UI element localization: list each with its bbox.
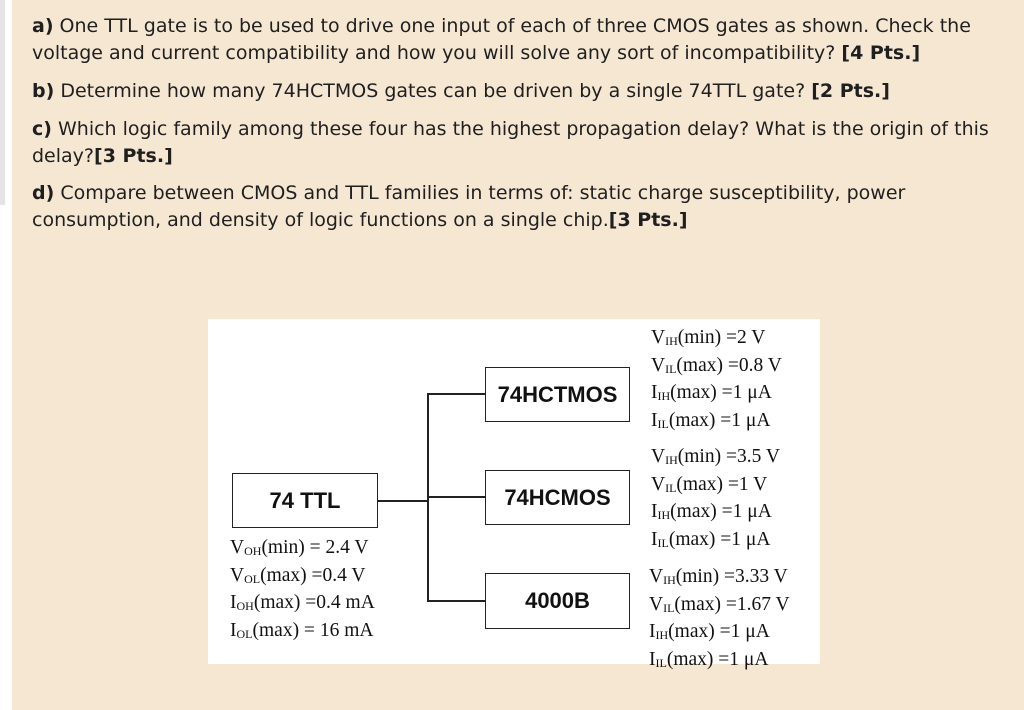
question-d — [32, 180, 1002, 234]
spec-subscript: OH — [236, 599, 254, 613]
spec-symbol: V — [651, 327, 666, 348]
spec-subscript: OL — [236, 626, 253, 641]
spec-value: 1 V — [738, 473, 768, 495]
wire-to-4000b — [427, 600, 485, 602]
spec-subscript: IH — [657, 389, 671, 403]
spec-value: 0.4 mA — [316, 592, 375, 613]
spec-value: 1 μA — [731, 528, 771, 550]
spec-value: 1 μA — [730, 621, 770, 642]
spec-condition: (max) = — [670, 382, 733, 403]
spec-subscript: IL — [657, 535, 669, 550]
question-b — [32, 78, 1002, 105]
question-c — [32, 116, 1002, 170]
74hctmos-gate-box — [485, 367, 630, 422]
spec-subscript: IL — [665, 361, 677, 376]
spec-value: 0.4 V — [322, 564, 366, 586]
spec-row — [649, 565, 790, 593]
wire-to-74hcmos — [427, 496, 485, 498]
spec-value: 0.8 V — [738, 354, 782, 376]
question-points: [3 Pts.] — [608, 209, 688, 231]
spec-condition: (max) = — [668, 528, 732, 550]
question-text: One TTL gate is to be used to drive one input of each of three CMOS gates as shown. Check the voltage and current compatibility and how you will solve any sort of incompatibility? — [32, 15, 971, 64]
spec-symbol: V — [649, 566, 664, 587]
question-letter: a) — [32, 15, 54, 37]
spec-condition: (max) = — [260, 564, 323, 586]
74hcmos-gate-label: 74HCMOS — [504, 484, 611, 510]
spec-subscript: IH — [655, 628, 669, 642]
spec-symbol: V — [651, 354, 666, 376]
spec-value: 16 mA — [319, 619, 374, 641]
ttl-gate-box — [232, 473, 378, 528]
4000b-input-specs — [649, 565, 790, 675]
spec-subscript: OH — [244, 544, 262, 558]
spec-row — [651, 473, 780, 501]
question-letter: c) — [32, 118, 52, 140]
spec-row — [651, 500, 780, 528]
spec-subscript: IL — [655, 655, 667, 670]
question-letter: b) — [32, 80, 55, 102]
wire-to-74hctmos — [427, 393, 485, 395]
spec-symbol: V — [651, 473, 666, 495]
spec-value: 3.5 V — [736, 446, 780, 467]
74hctmos-gate-label: 74HCTMOS — [497, 381, 618, 407]
driver-output-wire — [378, 500, 428, 502]
74hcmos-gate-box — [485, 470, 630, 525]
question-text: Determine how many 74HCTMOS gates can be driven by a single 74TTL gate? — [54, 80, 812, 102]
spec-row — [230, 536, 375, 564]
spec-condition: (min) = — [261, 537, 326, 558]
spec-symbol: V — [649, 593, 664, 615]
question-text: Which logic family among these four has the highest propagation delay? What is the origin of this delay? — [32, 118, 989, 167]
spec-symbol: I — [230, 619, 237, 641]
spec-symbol: I — [651, 409, 658, 431]
74hcmos-input-specs — [651, 445, 780, 555]
spec-row — [649, 648, 790, 676]
spec-symbol: I — [651, 501, 658, 522]
spec-value: 1 μA — [731, 409, 771, 431]
spec-row — [651, 326, 782, 354]
spec-condition: (min) = — [677, 446, 737, 467]
spec-symbol: I — [649, 621, 656, 642]
spec-condition: (max) = — [668, 621, 731, 642]
question-points: [2 Pts.] — [811, 80, 890, 102]
logic-family-diagram — [208, 319, 820, 670]
ttl-gate-label: 74 TTL — [269, 487, 341, 513]
spec-value: 2.4 V — [325, 537, 369, 558]
spec-subscript: IH — [663, 573, 676, 587]
spec-subscript: IL — [663, 600, 675, 615]
spec-condition: (max) = — [674, 593, 737, 615]
spec-row — [651, 409, 782, 437]
ttl-output-specs — [230, 536, 375, 646]
spec-condition: (max) = — [670, 501, 733, 522]
spec-subscript: IH — [657, 508, 671, 522]
spec-condition: (max) = — [252, 619, 320, 641]
spec-row — [651, 528, 780, 556]
4000b-gate-box — [485, 573, 630, 629]
spec-condition: (max) = — [253, 592, 317, 613]
spec-subscript: OL — [244, 571, 261, 586]
spec-subscript: IH — [665, 453, 678, 467]
spec-row — [651, 445, 780, 473]
question-points: [4 Pts.] — [841, 42, 921, 64]
spec-value: 1 μA — [732, 382, 772, 403]
spec-row — [230, 564, 375, 592]
question-points: [3 Pts.] — [94, 145, 173, 167]
spec-condition: (min) = — [675, 566, 735, 587]
spec-value: 1.67 V — [736, 593, 790, 615]
left-edge-divider — [0, 0, 5, 205]
question-text: Compare between CMOS and TTL families in terms of: static charge susceptibility, power consumption, and density of logic functions on a single chip. — [32, 182, 906, 231]
spec-symbol: I — [230, 592, 237, 613]
4000b-gate-label: 4000B — [525, 588, 590, 613]
74hctmos-input-specs — [651, 326, 782, 436]
spec-condition: (max) = — [668, 409, 732, 431]
spec-subscript: IH — [665, 334, 678, 348]
spec-symbol: V — [651, 446, 666, 467]
spec-symbol: V — [230, 537, 245, 558]
spec-symbol: I — [651, 528, 658, 550]
spec-value: 1 μA — [729, 648, 769, 670]
spec-subscript: IL — [665, 480, 677, 495]
spec-value: 1 μA — [732, 501, 772, 522]
question-letter: d) — [32, 182, 55, 204]
spec-row — [230, 591, 375, 619]
spec-row — [651, 354, 782, 382]
spec-condition: (max) = — [676, 473, 739, 495]
spec-symbol: V — [230, 564, 245, 586]
spec-value: 2 V — [736, 327, 766, 348]
spec-condition: (max) = — [676, 354, 739, 376]
spec-row — [230, 619, 375, 647]
spec-symbol: I — [649, 648, 656, 670]
spec-row — [649, 620, 790, 648]
spec-value: 3.33 V — [734, 566, 788, 587]
spec-row — [651, 381, 782, 409]
spec-condition: (min) = — [677, 327, 737, 348]
spec-row — [649, 593, 790, 621]
spec-symbol: I — [651, 382, 658, 403]
question-a — [32, 13, 1002, 67]
spec-subscript: IL — [657, 416, 669, 431]
spec-condition: (max) = — [666, 648, 730, 670]
